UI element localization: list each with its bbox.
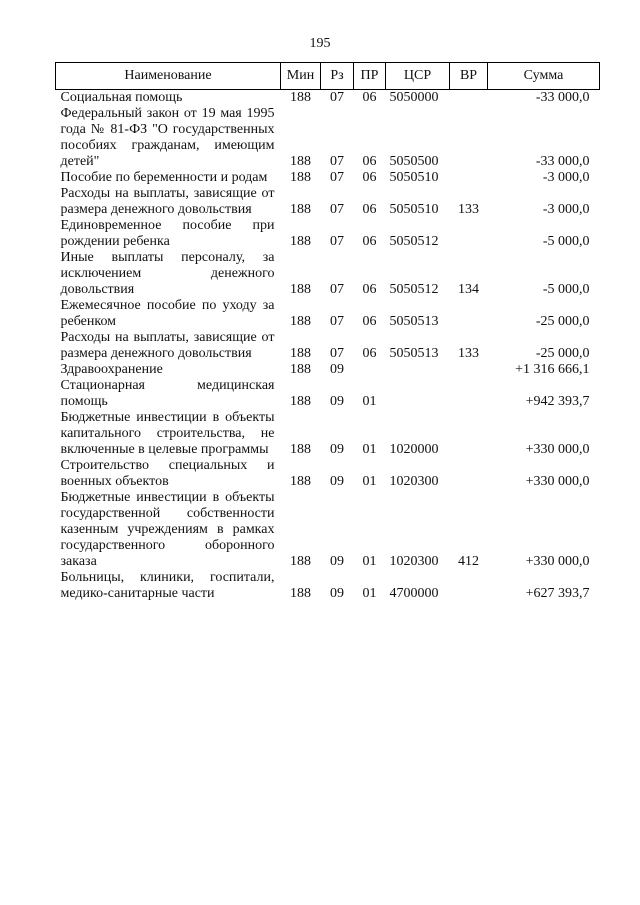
table-row bbox=[56, 218, 600, 250]
row-vr: 412 bbox=[458, 554, 479, 569]
row-pr: 06 bbox=[362, 282, 377, 297]
row-rz: 07 bbox=[330, 170, 344, 185]
row-sum: -25 000,0 bbox=[535, 346, 590, 361]
table-row bbox=[56, 186, 600, 218]
row-vr bbox=[450, 410, 488, 458]
row-vr bbox=[450, 362, 488, 378]
header-vr: ВР bbox=[450, 63, 488, 90]
header-pr: ПР bbox=[354, 63, 386, 90]
row-pr: 01 bbox=[362, 442, 377, 457]
budget-table bbox=[55, 62, 600, 602]
row-csr bbox=[386, 378, 450, 410]
header-min: Мин bbox=[281, 63, 321, 90]
row-vr bbox=[450, 570, 488, 602]
row-min: 188 bbox=[290, 586, 311, 601]
row-pr: 01 bbox=[362, 554, 377, 569]
row-sum: -5 000,0 bbox=[542, 282, 590, 297]
row-csr: 4700000 bbox=[389, 586, 439, 601]
row-vr bbox=[450, 378, 488, 410]
row-min: 188 bbox=[290, 362, 311, 377]
row-min: 188 bbox=[290, 394, 311, 409]
row-name: Бюджетные инвестиции в объекты государственной собственности казенным учреждениям в рамках государственного оборонного заказа bbox=[60, 490, 275, 569]
table-row bbox=[56, 378, 600, 410]
row-name: Расходы на выплаты, зависящие от размера денежного довольствия bbox=[60, 186, 275, 217]
header-sum: Сумма bbox=[488, 63, 600, 90]
header-rz: Рз bbox=[321, 63, 354, 90]
row-name: Единовременное пособие при рождении ребенка bbox=[60, 218, 275, 249]
row-sum: -33 000,0 bbox=[535, 90, 590, 105]
row-vr bbox=[450, 90, 488, 107]
row-name: Стационарная медицинская помощь bbox=[60, 378, 275, 409]
row-rz: 07 bbox=[330, 282, 344, 297]
row-vr: 133 bbox=[458, 202, 479, 217]
row-min: 188 bbox=[290, 474, 311, 489]
row-name: Больницы, клиники, госпитали, медико-санитарные части bbox=[60, 570, 275, 601]
row-name: Пособие по беременности и родам bbox=[60, 170, 268, 185]
row-csr: 1020000 bbox=[389, 442, 439, 457]
row-min: 188 bbox=[290, 346, 311, 361]
row-csr: 1020300 bbox=[389, 554, 439, 569]
row-csr: 5050512 bbox=[389, 234, 439, 249]
row-sum: +330 000,0 bbox=[525, 442, 590, 457]
row-csr: 5050510 bbox=[389, 170, 439, 185]
table-row bbox=[56, 570, 600, 602]
row-name: Здравоохранение bbox=[60, 362, 163, 377]
row-pr: 06 bbox=[362, 234, 377, 249]
row-pr: 06 bbox=[362, 90, 377, 105]
header-name: Наименование bbox=[56, 63, 281, 90]
row-rz: 07 bbox=[330, 346, 344, 361]
row-rz: 09 bbox=[330, 474, 344, 489]
row-rz: 07 bbox=[330, 234, 344, 249]
row-pr: 06 bbox=[362, 346, 377, 361]
row-min: 188 bbox=[290, 170, 311, 185]
row-csr: 5050510 bbox=[389, 202, 439, 217]
row-csr: 5050513 bbox=[389, 346, 439, 361]
row-vr bbox=[450, 298, 488, 330]
row-vr bbox=[450, 458, 488, 490]
table-row bbox=[56, 458, 600, 490]
row-sum: +330 000,0 bbox=[525, 474, 590, 489]
page-number: 195 bbox=[309, 36, 331, 51]
row-min: 188 bbox=[290, 314, 311, 329]
row-pr: 06 bbox=[362, 314, 377, 329]
row-csr: 5050500 bbox=[389, 154, 439, 169]
row-csr: 5050000 bbox=[389, 90, 439, 105]
row-min: 188 bbox=[290, 442, 311, 457]
row-rz: 07 bbox=[330, 90, 344, 105]
row-rz: 09 bbox=[330, 394, 344, 409]
row-name: Расходы на выплаты, зависящие от размера денежного довольствия bbox=[60, 330, 275, 361]
table-row bbox=[56, 250, 600, 298]
row-pr: 01 bbox=[362, 474, 377, 489]
row-name: Строительство специальных и военных объектов bbox=[60, 458, 275, 489]
row-csr: 5050512 bbox=[389, 282, 439, 297]
row-rz: 07 bbox=[330, 314, 344, 329]
row-vr: 133 bbox=[458, 346, 479, 361]
row-name: Федеральный закон от 19 мая 1995 года № 81-ФЗ "О государственных пособиях гражданам, имеющим детей" bbox=[60, 106, 275, 169]
row-pr: 06 bbox=[362, 202, 377, 217]
row-vr: 134 bbox=[458, 282, 479, 297]
row-min: 188 bbox=[290, 282, 311, 297]
row-rz: 09 bbox=[330, 554, 344, 569]
row-pr: 01 bbox=[362, 586, 377, 601]
table-row bbox=[56, 170, 600, 186]
row-min: 188 bbox=[290, 154, 311, 169]
row-sum: +1 316 666,1 bbox=[515, 362, 590, 377]
row-vr bbox=[450, 106, 488, 170]
row-sum: -3 000,0 bbox=[542, 202, 590, 217]
row-sum: +942 393,7 bbox=[525, 394, 590, 409]
row-rz: 09 bbox=[330, 362, 344, 377]
row-name: Бюджетные инвестиции в объекты капитального строительства, не включенные в целевые программы bbox=[60, 410, 275, 457]
row-csr: 5050513 bbox=[389, 314, 439, 329]
table-row bbox=[56, 106, 600, 170]
table-row bbox=[56, 410, 600, 458]
row-pr: 01 bbox=[362, 394, 377, 409]
table-row bbox=[56, 490, 600, 570]
row-min: 188 bbox=[290, 202, 311, 217]
row-pr: 06 bbox=[362, 170, 377, 185]
row-vr bbox=[450, 218, 488, 250]
row-rz: 09 bbox=[330, 586, 344, 601]
row-csr: 1020300 bbox=[389, 474, 439, 489]
table-row bbox=[56, 90, 600, 107]
row-name: Социальная помощь bbox=[60, 90, 183, 105]
row-sum: +627 393,7 bbox=[525, 586, 590, 601]
row-sum: +330 000,0 bbox=[525, 554, 590, 569]
table-row bbox=[56, 330, 600, 362]
table-header-row bbox=[56, 63, 600, 90]
row-min: 188 bbox=[290, 554, 311, 569]
row-min: 188 bbox=[290, 90, 311, 105]
header-csr: ЦСР bbox=[386, 63, 450, 90]
row-name: Иные выплаты персоналу, за исключением денежного довольствия bbox=[60, 250, 275, 297]
table-row bbox=[56, 298, 600, 330]
row-sum: -33 000,0 bbox=[535, 154, 590, 169]
row-pr: 06 bbox=[362, 154, 377, 169]
row-sum: -3 000,0 bbox=[542, 170, 590, 185]
row-sum: -25 000,0 bbox=[535, 314, 590, 329]
row-pr bbox=[354, 362, 386, 378]
row-csr bbox=[386, 362, 450, 378]
row-rz: 07 bbox=[330, 202, 344, 217]
row-sum: -5 000,0 bbox=[542, 234, 590, 249]
row-vr bbox=[450, 170, 488, 186]
table-row bbox=[56, 362, 600, 378]
row-min: 188 bbox=[290, 234, 311, 249]
row-name: Ежемесячное пособие по уходу за ребенком bbox=[60, 298, 275, 329]
row-rz: 07 bbox=[330, 154, 344, 169]
row-rz: 09 bbox=[330, 442, 344, 457]
